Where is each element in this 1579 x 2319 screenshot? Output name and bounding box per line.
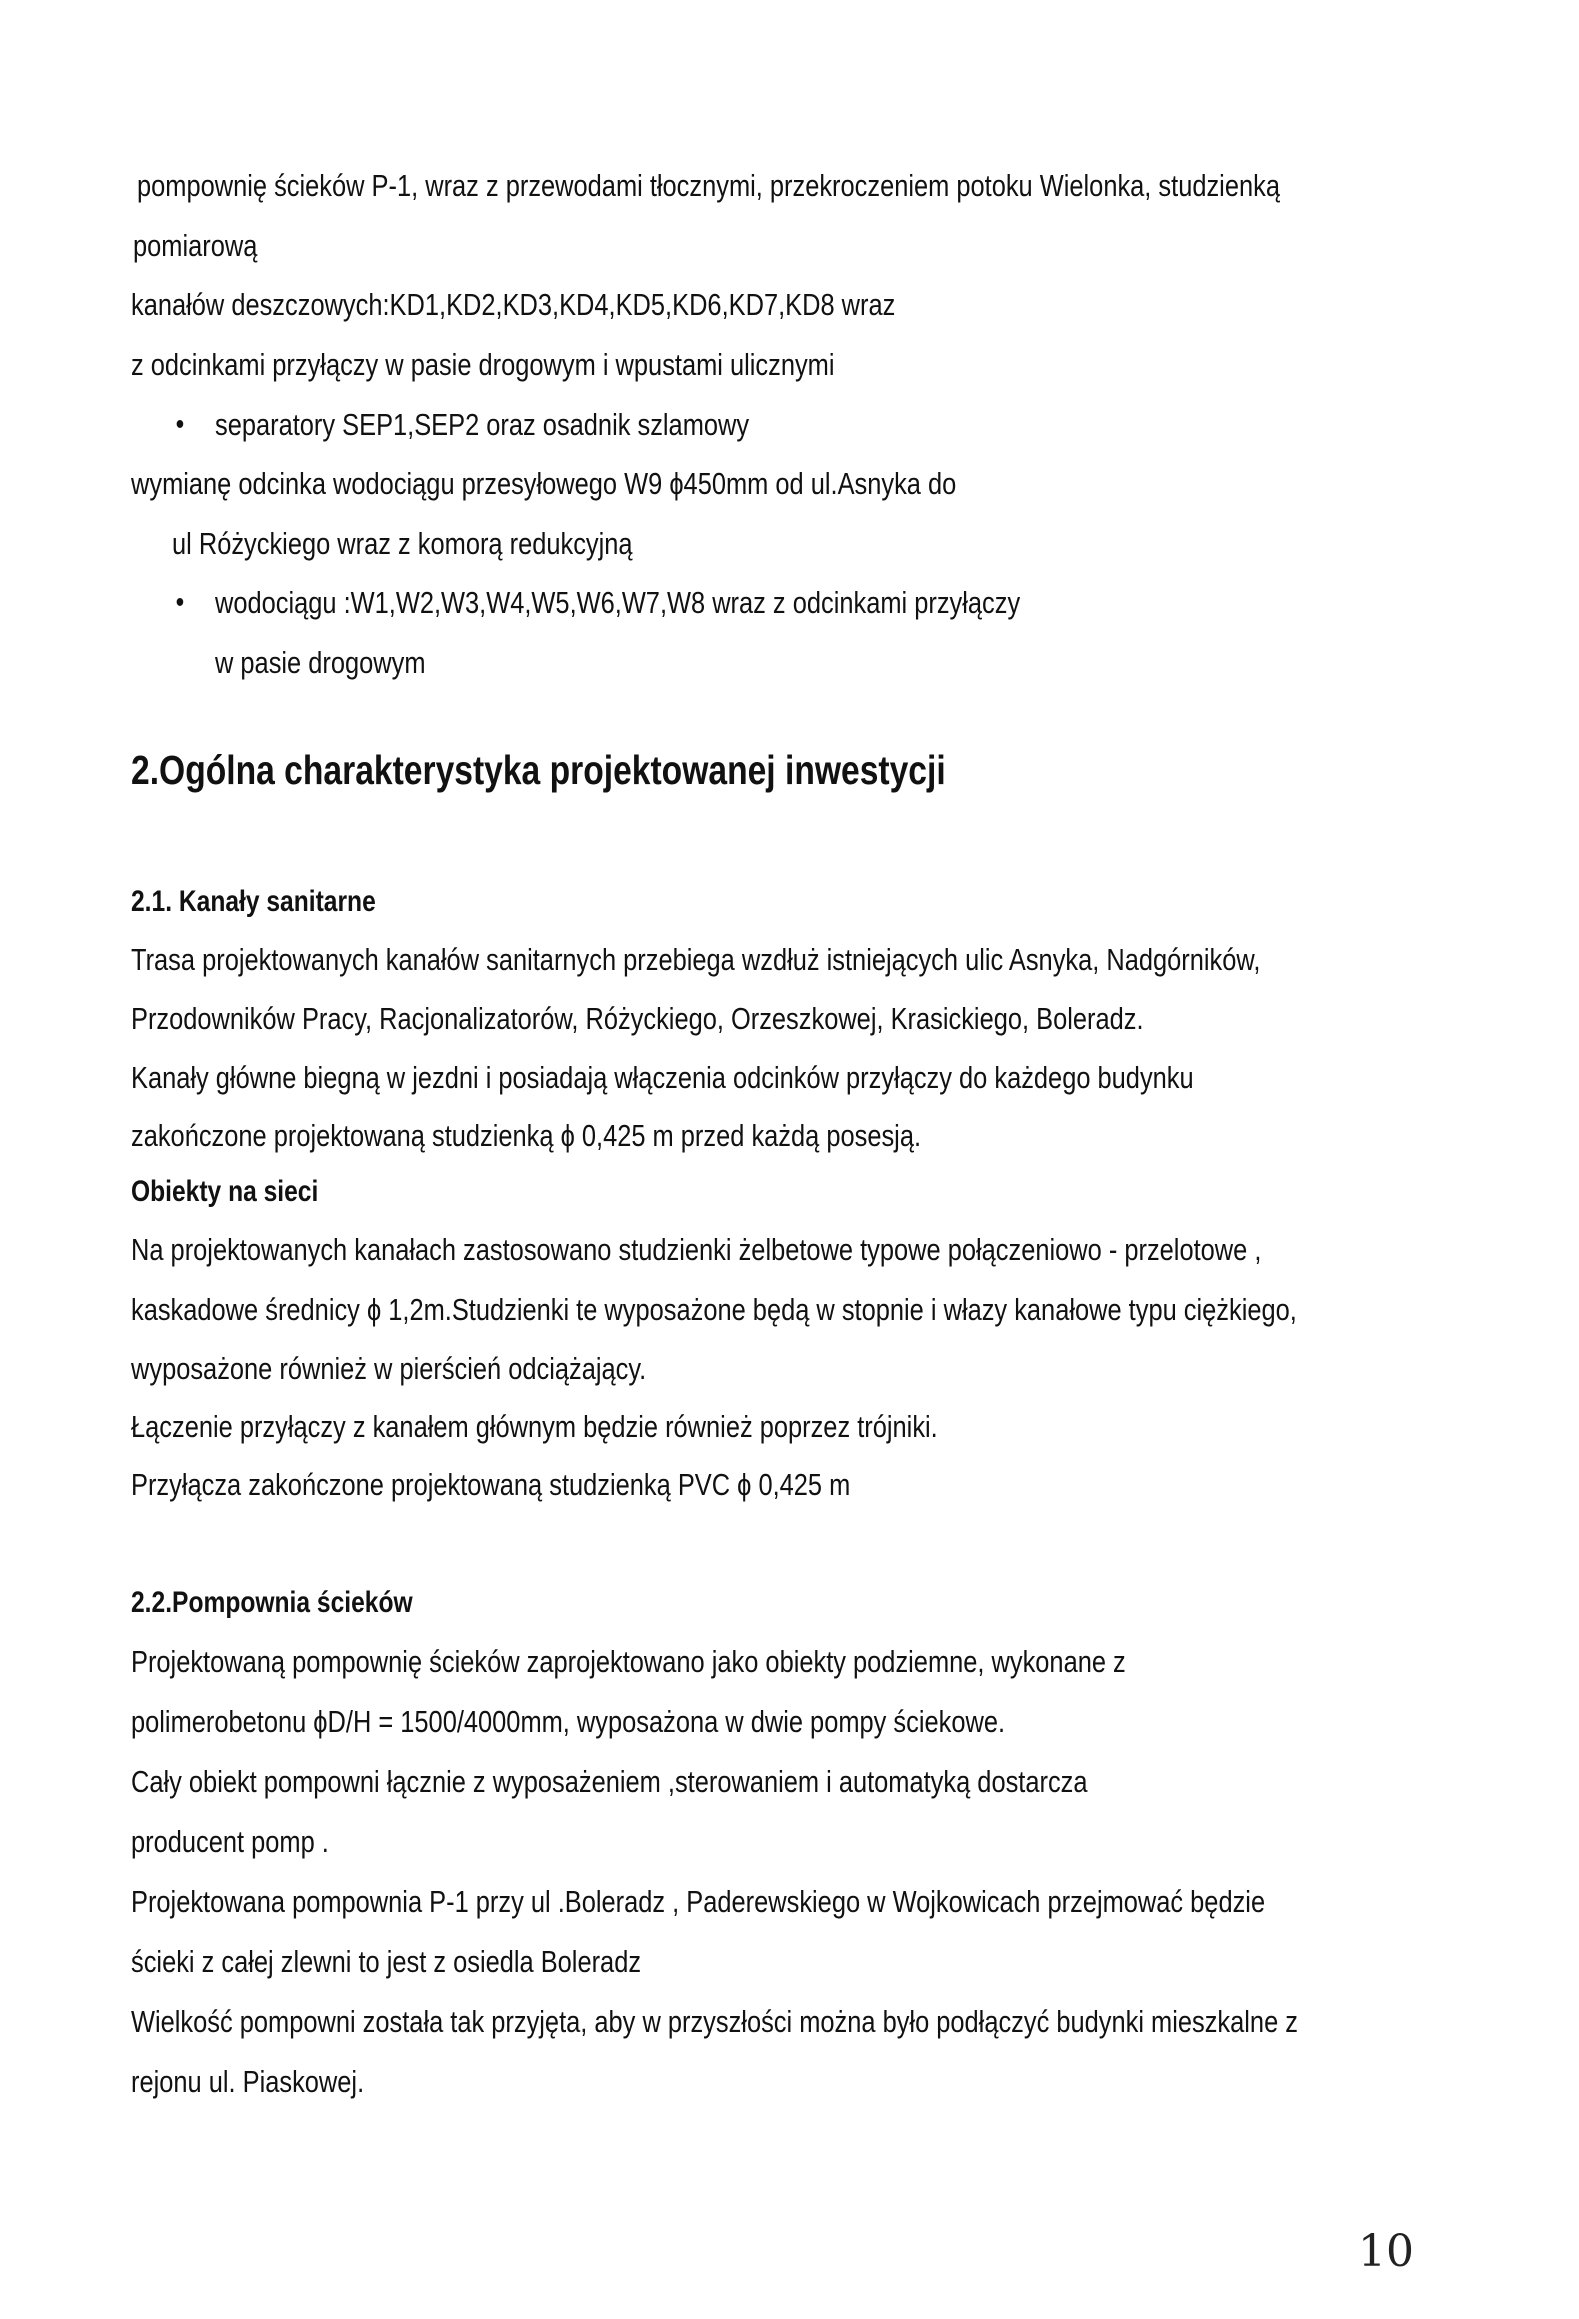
intro-line-2: pomiarową [133, 228, 258, 263]
section-2-2-line-3: Cały obiekt pompowni łącznie z wyposażeniem ,sterowaniem i automatyką dostarcza [131, 1764, 1088, 1799]
section-2-2-line-2: polimerobetonu ϕD/H = 1500/4000mm, wyposażona w dwie pompy ściekowe. [131, 1704, 1006, 1739]
section-2-2-line-6: ścieki z całej zlewni to jest z osiedla Boleradz [131, 1944, 642, 1979]
section-2-2-line-5: Projektowana pompownia P-1 przy ul .Boleradz , Paderewskiego w Wojkowicach przejmować będzie [131, 1884, 1266, 1919]
bullet-wodociagi: • wodociągu :W1,W2,W3,W4,W5,W6,W7,W8 wraz z odcinkami przyłączy [215, 583, 1020, 623]
intro-line-1: pompownię ścieków P-1, wraz z przewodami tłocznymi, przekroczeniem potoku Wielonka, studzienką [137, 168, 1280, 203]
wymiana-line-1: wymianę odcinka wodociągu przesyłowego W9 ϕ450mm od ul.Asnyka do [131, 466, 957, 501]
section-2-2-line-4: producent pomp . [131, 1824, 329, 1859]
obiekty-subheading: Obiekty na sieci [131, 1175, 319, 1208]
section-2-2-line-7: Wielkość pompowni została tak przyjęta, aby w przyszłości można było podłączyć budynki mieszkalne z [131, 2004, 1298, 2039]
page-number: 10 [1358, 2226, 1414, 2277]
section-2-1-line-1: Trasa projektowanych kanałów sanitarnych przebiega wzdłuż istniejących ulic Asnyka, Nadgórników, [131, 942, 1261, 977]
section-2-1-line-2: Przodowników Pracy, Racjonalizatorów, Różyckiego, Orzeszkowej, Krasickiego, Boleradz. [131, 1001, 1144, 1036]
section-2-2-line-1: Projektowaną pompownię ścieków zaprojektowano jako obiekty podziemne, wykonane z [131, 1644, 1126, 1679]
intro-line-4: z odcinkami przyłączy w pasie drogowym i wpustami ulicznymi [131, 347, 835, 382]
obiekty-line-2: kaskadowe średnicy ϕ 1,2m.Studzienki te wyposażone będą w stopnie i włazy kanałowe typu ciężkiego, [131, 1292, 1297, 1327]
obiekty-line-3: wyposażone również w pierścień odciążający. [131, 1351, 647, 1386]
section-2-heading: 2.Ogólna charakterystyka projektowanej inwestycji [131, 747, 946, 793]
obiekty-line-4: Łączenie przyłączy z kanałem głównym będzie również poprzez trójniki. [131, 1409, 938, 1444]
section-2-1-heading: 2.1. Kanały sanitarne [131, 885, 376, 918]
section-2-1-line-3: Kanały główne biegną w jezdni i posiadają włączenia odcinków przyłączy do każdego budynku [131, 1060, 1194, 1095]
bullet-wodociagi-cont: w pasie drogowym [215, 645, 426, 680]
obiekty-line-5: Przyłącza zakończone projektowaną studzienką PVC ϕ 0,425 m [131, 1467, 851, 1502]
section-2-2-heading: 2.2.Pompownia ścieków [131, 1586, 413, 1619]
section-2-2-line-8: rejonu ul. Piaskowej. [131, 2064, 365, 2099]
wymiana-line-2: ul Różyckiego wraz z komorą redukcyjną [172, 526, 633, 561]
obiekty-line-1: Na projektowanych kanałach zastosowano studzienki żelbetowe typowe połączeniowo - przelotowe , [131, 1232, 1262, 1267]
section-2-1-line-4: zakończone projektowaną studzienką ϕ 0,425 m przed każdą posesją. [131, 1118, 922, 1153]
intro-line-3: kanałów deszczowych:KD1,KD2,KD3,KD4,KD5,KD6,KD7,KD8 wraz [131, 287, 896, 322]
bullet-separators: • separatory SEP1,SEP2 oraz osadnik szlamowy [215, 405, 749, 445]
